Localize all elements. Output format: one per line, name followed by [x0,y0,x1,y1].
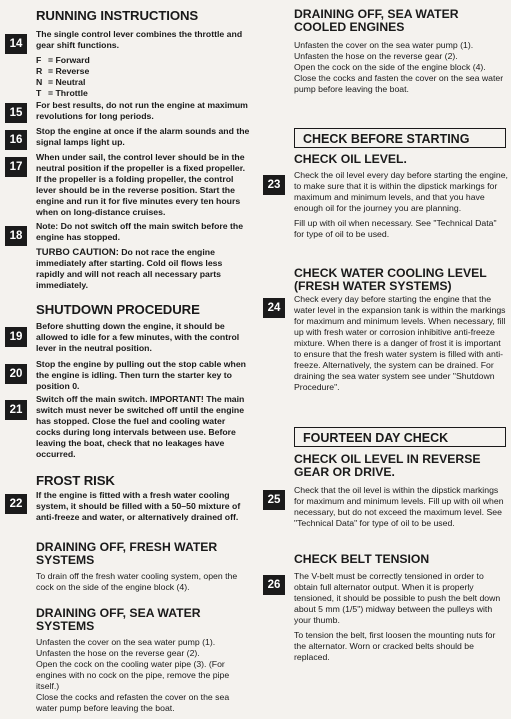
step-number-17: 17 [5,157,27,177]
step-number-22: 22 [5,494,27,514]
drain-sea-line-2: Unfasten the hose on the reverse gear (2). [36,648,200,658]
step-15-text: For best results, do not run the engine at maximum revolutions for long periods. [36,100,248,121]
step-number-21: 21 [5,400,27,420]
legend-t: T = Throttle [36,88,88,98]
check-water-cooling-heading: CHECK WATER COOLING LEVEL (FRESH WATER SYSTEMS) [294,266,487,293]
step-25-text: Check that the oil level is within the dipstick markings for maximum and minimum levels. Fill up with oil when necessary, but do not exceed the maximum level. See "Technical Data" for type of oil to be used. [294,485,504,528]
drain-sea-line-4: Close the cocks and refasten the cover on the sea water pump before leaving the boat. [36,692,230,713]
turbo-caution: TURBO CAUTION: Do not race the engine immediately after starting. Cold oil flows less rapidly and will not reach all necessary parts immediately. [36,247,223,290]
step-number-19: 19 [5,327,27,347]
legend-r: R = Reverse [36,66,90,76]
step-26-text: The V-belt must be correctly tensioned in order to obtain full alternator output. When it is properly tensioned, it should be possible to push the belt down about 5 mm (1/5") midway between the pulleys with your thumb. [294,571,501,625]
step-16-block [36,126,251,148]
step-number-14: 14 [5,34,27,54]
step-26-block [294,571,509,663]
drain-sea-cooled-block [294,40,509,95]
drain-sea-cooled-line-4: Close the cocks and fasten the cover on the sea water pump before leaving the boat. [294,73,504,94]
step-23-text-2: Fill up with oil when necessary. See "Technical Data" for type of oil to be used. [294,218,497,239]
step-21-text: Switch off the main switch. IMPORTANT! The main switch must never be switched off until the engine has stopped. Close the fuel and cooling water cocks during long intervals between use. Before leaving the boat, check that no leakages have occurred. [36,394,245,459]
step-23-text: Check the oil level every day before starting the engine, to make sure that it is within the dipstick markings for maximum and minimum levels, and that you have enough oil for the journey you are planning. [294,170,508,213]
step-25-block [294,485,509,529]
check-reverse-gear-heading: CHECK OIL LEVEL IN REVERSE GEAR OR DRIVE. [294,452,481,479]
step-24-text: Check every day before starting the engine that the water level in the expansion tank is within the markings for maximum and minimum levels. When necessary, fill up with fresh water or corrosion inhibitive anti-freeze mixture. When there is a danger of frost it is important to ensure that the fresh water system is filled with anti-freeze. Alternatively, the system can be drained. For draining the sea water system see under "Shutdown Procedure". [294,294,506,392]
step-14-text: The single control lever combines the throttle and gear shift functions. [36,29,243,50]
step-19-text: Before shutting down the engine, it should be allowed to idle for a few minutes, with the control lever in the neutral position. [36,321,240,353]
step-22-block [36,490,251,523]
drain-fresh-text: To drain off the fresh water cooling system, open the cock on the side of the engine block (4). [36,571,238,592]
step-number-16: 16 [5,130,27,150]
fourteen-day-check-box: FOURTEEN DAY CHECK [294,427,506,447]
step-number-15: 15 [5,103,27,123]
step-16-text: Stop the engine at once if the alarm sounds and the signal lamps light up. [36,126,250,147]
step-number-25: 25 [263,490,285,510]
legend-f: F = Forward [36,55,90,65]
step-21-block [36,394,251,460]
step-24-block [294,294,509,393]
drain-fresh-block [36,571,251,593]
step-19-block [36,321,251,354]
step-15-block [36,100,251,122]
step-number-23: 23 [263,175,285,195]
step-23-block [294,170,509,240]
drain-fresh-heading: DRAINING OFF, FRESH WATER SYSTEMS [36,540,218,567]
drain-sea-line-1: Unfasten the cover on the sea water pump (1). [36,637,216,647]
running-instructions-heading: RUNNING INSTRUCTIONS [36,8,199,23]
step-20-text: Stop the engine by pulling out the stop cable when the engine is idling. Then turn the starter key to position 0. [36,359,246,391]
step-number-26: 26 [263,575,285,595]
frost-risk-heading: FROST RISK [36,473,115,488]
drain-sea-cooled-line-1: Unfasten the cover on the sea water pump (1). [294,40,474,50]
step-number-24: 24 [263,298,285,318]
step-number-18: 18 [5,226,27,246]
drain-sea-cooled-heading: DRAINING OFF, SEA WATER COOLED ENGINES [294,7,459,34]
drain-sea-heading: DRAINING OFF, SEA WATER SYSTEMS [36,606,201,633]
step-20-block [36,359,251,392]
step-18-block [36,221,251,291]
step-17-text: When under sail, the control lever should be in the neutral position if the propeller is a fixed propeller. If the propeller is a folding propeller, the control lever should be in the reverse position. Start the engine and run it for five minutes every ten hours when on long-distance cruises. [36,152,246,217]
step-number-20: 20 [5,364,27,384]
check-belt-tension-heading: CHECK BELT TENSION [294,552,430,566]
drain-sea-cooled-line-2: Unfasten the hose on the reverse gear (2). [294,51,458,61]
legend-n: N = Neutral [36,77,86,87]
check-oil-level-heading: CHECK OIL LEVEL. [294,152,407,166]
step-18-text: Note: Do not switch off the main switch before the engine has stopped. [36,221,244,242]
step-26-text-2: To tension the belt, first loosen the mounting nuts for the alternator. Worn or cracked belts should be replaced. [294,630,496,662]
step-14-block [36,29,251,99]
check-before-starting-box: CHECK BEFORE STARTING [294,128,506,148]
drain-sea-block [36,637,251,714]
drain-sea-line-3: Open the cock on the cooling water pipe (3). (For engines with no cock on the pipe, remove the pipe itself.) [36,659,230,691]
step-22-text: If the engine is fitted with a fresh water cooling system, it should be filled with a 50–50 mixture of anti-freeze and water, or alternatively drained off. [36,490,241,522]
step-17-block [36,152,251,218]
shutdown-heading: SHUTDOWN PROCEDURE [36,302,200,317]
drain-sea-cooled-line-3: Open the cock on the side of the engine block (4). [294,62,486,72]
